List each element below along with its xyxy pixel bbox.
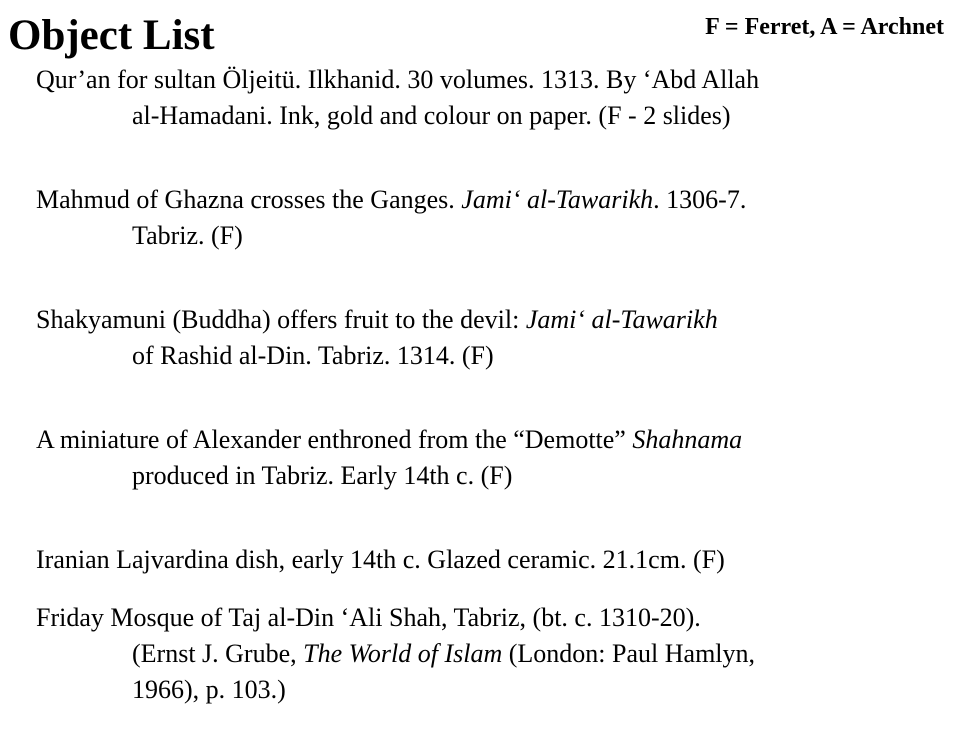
object-entry-lajvardina	[36, 542, 946, 578]
entry-line	[36, 302, 946, 338]
entry-text: (London: Paul Hamlyn,	[502, 639, 756, 668]
object-entry-friday-mosque	[36, 600, 946, 708]
entry-text: . 1306-7.	[653, 185, 747, 214]
entry-line-indented: 1966), p. 103.)	[132, 675, 286, 704]
entry-title-italic: Shahnama	[632, 425, 743, 454]
object-entry-shakyamuni	[36, 302, 946, 374]
object-entry-quran	[36, 62, 946, 134]
entry-line: Iranian Lajvardina dish, early 14th c. Glazed ceramic. 21.1cm. (F)	[36, 545, 725, 574]
entry-line: Qur’an for sultan Öljeitü. Ilkhanid. 30 volumes. 1313. By ‘Abd Allah	[36, 65, 760, 94]
entry-text: Shakyamuni (Buddha) offers fruit to the devil:	[36, 305, 526, 334]
object-list	[36, 62, 946, 756]
entry-text: A miniature of Alexander enthroned from the “Demotte”	[36, 425, 633, 454]
object-entry-alexander	[36, 422, 946, 494]
entry-line-indented: Tabriz. (F)	[132, 221, 243, 250]
source-legend: F = Ferret, A = Archnet	[705, 14, 944, 40]
entry-line-indented: produced in Tabriz. Early 14th c. (F)	[132, 461, 513, 490]
page-title: Object List	[8, 12, 215, 59]
entry-line	[36, 182, 946, 218]
entry-line-indented	[36, 636, 946, 672]
object-entry-mahmud	[36, 182, 946, 254]
entry-title-italic: Jami‘ al-Tawarikh	[525, 305, 718, 334]
entry-line	[36, 422, 946, 458]
entry-line: Friday Mosque of Taj al-Din ‘Ali Shah, Tabriz, (bt. c. 1310-20).	[36, 603, 701, 632]
entry-title-italic: The World of Islam	[303, 639, 503, 668]
entry-text: Mahmud of Ghazna crosses the Ganges.	[36, 185, 462, 214]
entry-line-indented: of Rashid al-Din. Tabriz. 1314. (F)	[132, 341, 494, 370]
entry-title-italic: Jami‘ al-Tawarikh	[461, 185, 654, 214]
entry-text: (Ernst J. Grube,	[132, 639, 304, 668]
entry-line-indented: al-Hamadani. Ink, gold and colour on paper. (F - 2 slides)	[132, 101, 731, 130]
